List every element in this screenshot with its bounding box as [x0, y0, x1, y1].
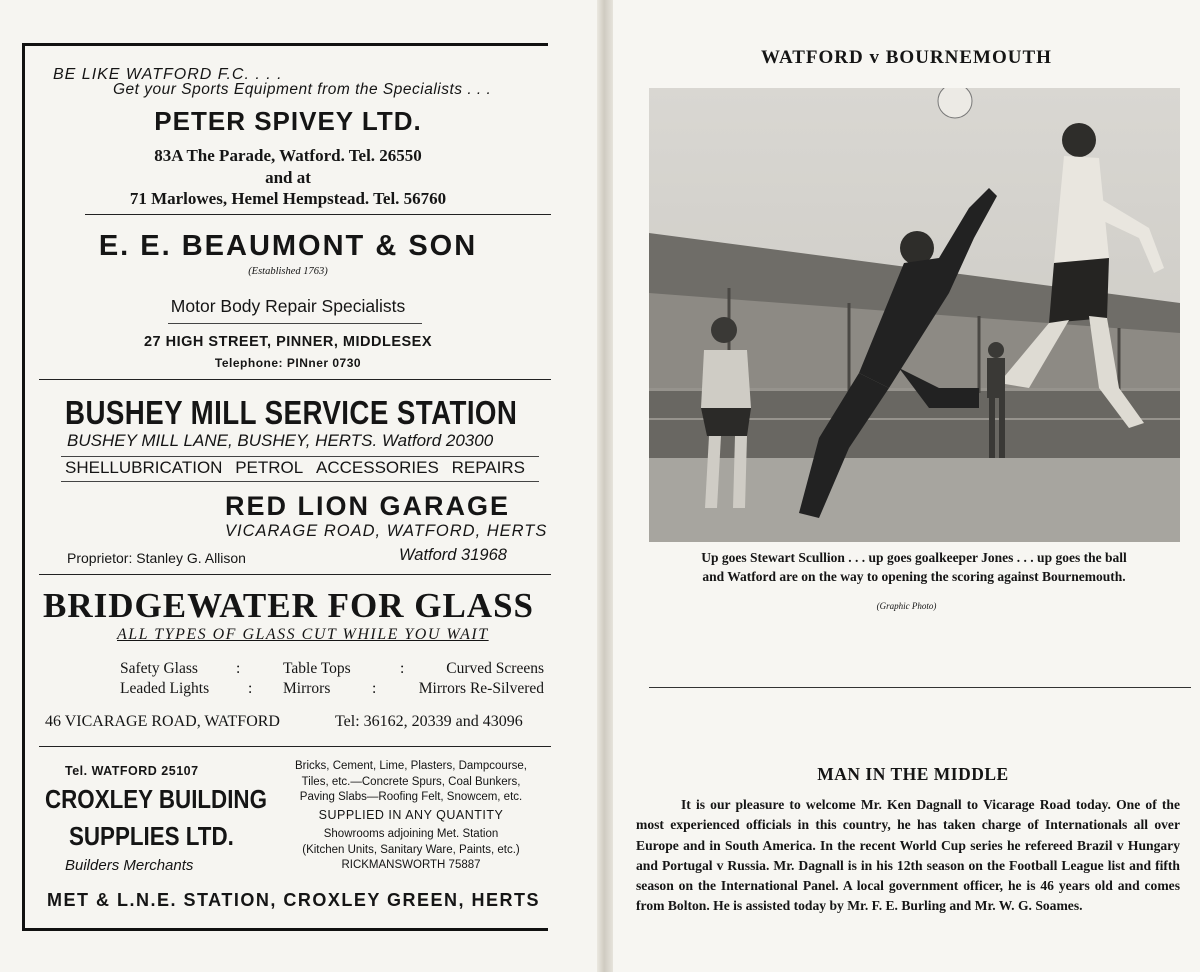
match-photo-image — [649, 88, 1180, 542]
croxley-detail-line: Paving Slabs—Roofing Felt, Snowcem, etc. — [299, 791, 523, 803]
bushey-service: SHELLUBRICATION — [65, 458, 223, 477]
croxley-detail-line: (Kitchen Units, Sanitary Ware, Paints, etc.) — [302, 843, 520, 856]
caption-line: Up goes Stewart Scullion . . . up goes goalkeeper Jones . . . up goes the ball — [701, 550, 1127, 565]
divider — [168, 323, 422, 324]
croxley-name-line2: SUPPLIES LTD. — [69, 821, 234, 851]
beaumont-name: E. E. BEAUMONT & SON — [98, 230, 478, 262]
red-lion-proprietor: Proprietor: Stanley G. Allison — [67, 550, 246, 566]
ad-peter-spivey — [25, 46, 551, 216]
glass-service: Leaded Lights — [120, 680, 210, 697]
croxley-detail-line: Bricks, Cement, Lime, Plasters, Dampcourse, — [295, 760, 527, 772]
spivey-and-at: and at — [265, 168, 311, 187]
bushey-service: ACCESSORIES — [316, 458, 439, 477]
spivey-address-watford: 83A The Parade, Watford. Tel. 26550 — [154, 146, 422, 165]
croxley-detail-line: Showrooms adjoining Met. Station — [323, 828, 499, 840]
croxley-telephone: Tel. WATFORD 25107 — [65, 764, 199, 778]
red-lion-address: VICARAGE ROAD, WATFORD, HERTS — [225, 522, 548, 540]
divider — [85, 214, 551, 215]
caption-line: and Watford are on the way to opening the scoring against Bournemouth. — [702, 569, 1126, 584]
bridgewater-telephone: Tel: 36162, 20339 and 43096 — [335, 713, 523, 730]
bridgewater-address: 46 VICARAGE ROAD, WATFORD — [45, 713, 280, 730]
croxley-name-line1: CROXLEY BUILDING — [45, 784, 267, 814]
beaumont-telephone: Telephone: PINner 0730 — [214, 356, 362, 370]
bridgewater-name: BRIDGEWATER FOR GLASS — [43, 586, 535, 625]
match-title: WATFORD v BOURNEMOUTH — [761, 47, 1052, 68]
left-page — [0, 0, 597, 972]
glass-service: Table Tops — [283, 660, 351, 677]
separator: : — [248, 680, 253, 697]
bushey-address: BUSHEY MILL LANE, BUSHEY, HERTS. Watford 20300 — [67, 431, 494, 450]
article-title: MAN IN THE MIDDLE — [817, 764, 1009, 784]
glass-service: Safety Glass — [120, 660, 198, 677]
separator: : — [400, 660, 405, 677]
croxley-subtitle: Builders Merchants — [65, 857, 194, 874]
bridgewater-tagline: ALL TYPES OF GLASS CUT WHILE YOU WAIT — [117, 626, 489, 643]
beaumont-established: (Established 1763) — [248, 266, 328, 277]
spivey-slogan: BE LIKE WATFORD F.C. . . . — [53, 66, 283, 83]
red-lion-telephone: Watford 31968 — [399, 546, 507, 564]
divider — [649, 687, 1191, 688]
glass-service: Curved Screens — [446, 660, 544, 677]
croxley-details — [275, 759, 547, 874]
red-lion-name: RED LION GARAGE — [225, 491, 511, 521]
photo-caption — [638, 548, 1190, 586]
match-photo — [649, 88, 1180, 542]
spivey-tagline: Get your Sports Equipment from the Specialists . . . — [113, 81, 492, 98]
spivey-name: PETER SPIVEY LTD. — [154, 106, 422, 136]
glass-service: Mirrors Re-Silvered — [418, 680, 544, 697]
divider — [61, 481, 539, 482]
bushey-services — [65, 458, 525, 478]
bushey-name: BUSHEY MILL SERVICE STATION — [65, 394, 518, 431]
beaumont-specialty: Motor Body Repair Specialists — [170, 296, 406, 316]
advertisement-frame — [22, 43, 548, 931]
croxley-detail-line: Tiles, etc.—Concrete Spurs, Coal Bunkers, — [301, 775, 521, 788]
bushey-service: PETROL — [235, 458, 304, 477]
croxley-detail-line: SUPPLIED IN ANY QUANTITY — [318, 807, 504, 822]
beaumont-address: 27 HIGH STREET, PINNER, MIDDLESEX — [143, 334, 433, 350]
photo-credit: (Graphic Photo) — [876, 601, 937, 611]
croxley-location: MET & L.N.E. STATION, CROXLEY GREEN, HERTS — [47, 890, 541, 910]
bushey-service: REPAIRS — [451, 458, 525, 477]
right-page — [613, 0, 1200, 972]
spivey-address-hemel: 71 Marlowes, Hemel Hempstead. Tel. 56760 — [129, 189, 447, 208]
divider — [39, 574, 551, 575]
separator: : — [372, 680, 377, 697]
glass-service: Mirrors — [283, 680, 331, 697]
article-body — [636, 795, 1180, 917]
bridgewater-services — [120, 660, 544, 700]
divider — [39, 379, 551, 380]
croxley-detail-line: RICKMANSWORTH 75887 — [341, 859, 481, 871]
divider — [61, 456, 539, 457]
article-paragraph: It is our pleasure to welcome Mr. Ken Dagnall to Vicarage Road today. One of the most experienced officials in this country, he has taken charge of Internationals all over Europe and in South America. In the recent World Cup series he refereed Brazil v Hungary and Portugal v Russia. Mr. Dagnall is in his 12th season on the Football League list and fifth season on the International Panel. A local government officer, he is 46 years old and comes from Bolton. He is assisted today by Mr. F. E. Burling and Mr. W. G. Soames. — [636, 797, 1180, 914]
book-spine — [597, 0, 613, 972]
separator: : — [236, 660, 241, 677]
divider — [39, 746, 551, 747]
